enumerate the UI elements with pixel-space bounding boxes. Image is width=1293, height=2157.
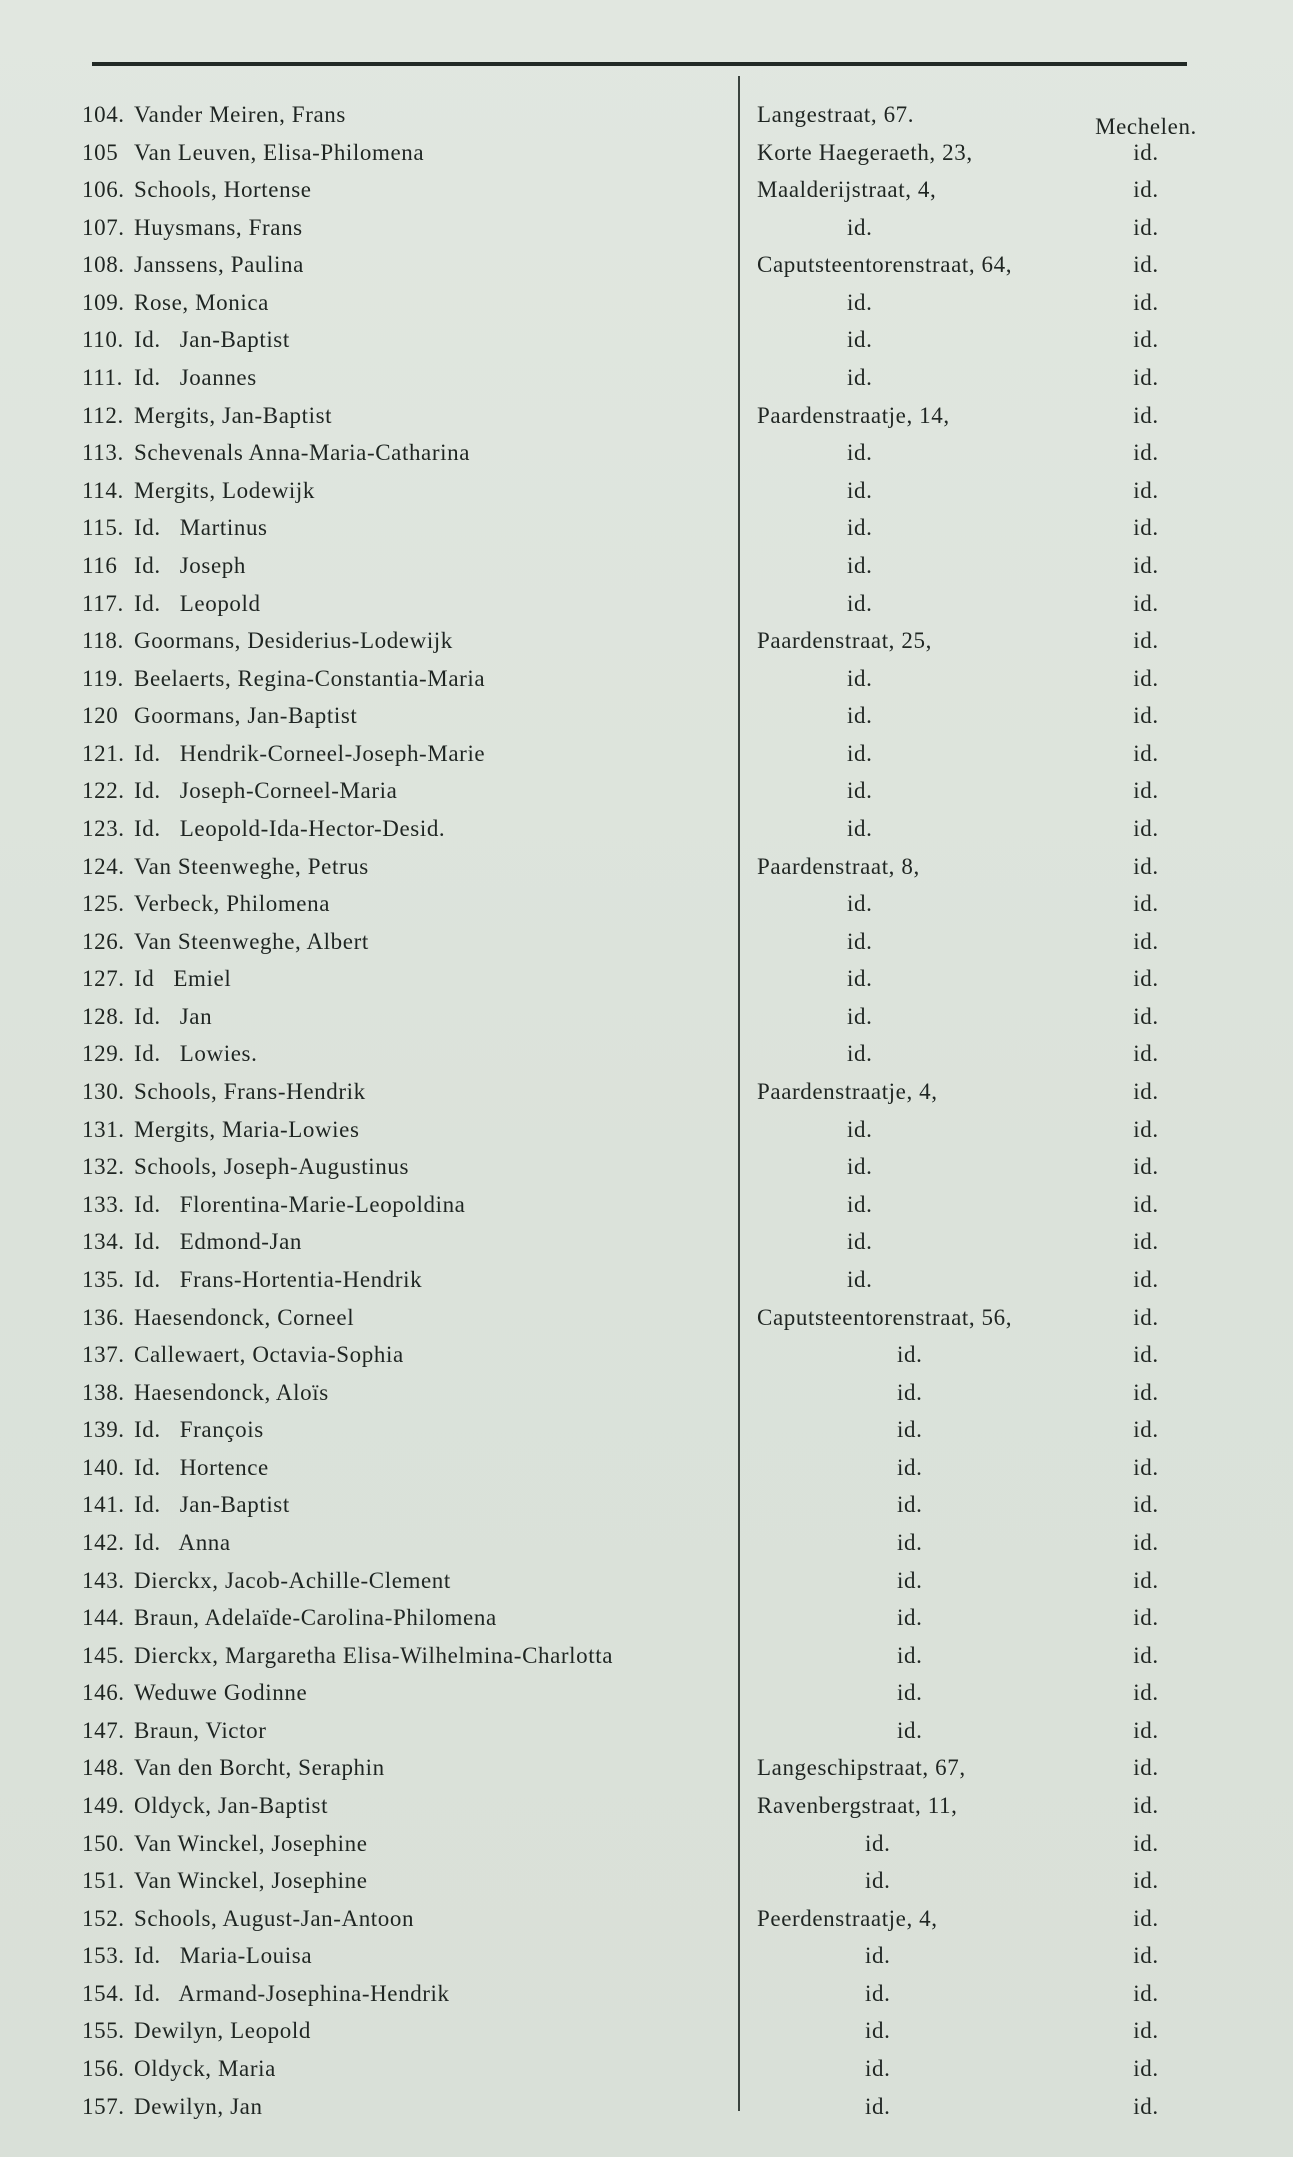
entry-city: id. bbox=[1133, 628, 1159, 654]
register-row bbox=[0, 697, 1293, 735]
entry-number: 131. bbox=[82, 1116, 125, 1142]
entry-street: id. bbox=[865, 1868, 891, 1894]
entry-street: id. bbox=[897, 1567, 923, 1593]
entry-city: id. bbox=[1133, 1529, 1159, 1555]
entry-name: Huysmans, Frans bbox=[134, 214, 303, 240]
register-list bbox=[0, 96, 1293, 2125]
entry-number: 146. bbox=[82, 1680, 125, 1706]
entry-name: Braun, Victor bbox=[134, 1717, 267, 1743]
entry-name: Vander Meiren, Frans bbox=[134, 102, 346, 127]
register-row bbox=[0, 1637, 1293, 1675]
entry-name: Verbeck, Philomena bbox=[134, 891, 331, 917]
entry-street: id. bbox=[847, 1003, 873, 1029]
entry-number: 111. bbox=[82, 365, 123, 391]
entry-city: id. bbox=[1133, 365, 1159, 391]
entry-name: Id. Joannes bbox=[134, 365, 257, 391]
entry-street: id. bbox=[897, 1717, 923, 1743]
entry-name: Goormans, Jan-Baptist bbox=[134, 703, 358, 729]
entry-number: 116 bbox=[82, 552, 118, 578]
entry-number: 137. bbox=[82, 1342, 125, 1368]
entry-number: 126. bbox=[82, 928, 125, 954]
entry-number: 119. bbox=[82, 665, 124, 691]
register-row bbox=[0, 171, 1293, 209]
entry-name: Van Winckel, Josephine bbox=[134, 1830, 368, 1856]
register-row bbox=[0, 434, 1293, 472]
entry-name: Beelaerts, Regina-Constantia-Maria bbox=[134, 665, 486, 691]
register-row bbox=[0, 1186, 1293, 1224]
entry-city: id. bbox=[1133, 1868, 1159, 1894]
entry-street: id. bbox=[847, 1229, 873, 1255]
entry-name: Van Steenweghe, Petrus bbox=[134, 853, 369, 879]
entry-city: id. bbox=[1133, 2093, 1159, 2119]
register-row bbox=[0, 1336, 1293, 1374]
entry-city: id. bbox=[1133, 139, 1159, 165]
entry-city: id. bbox=[1133, 1680, 1159, 1706]
entry-city: id. bbox=[1133, 252, 1159, 278]
entry-city: id. bbox=[1133, 1793, 1159, 1819]
entry-street: id. bbox=[847, 815, 873, 841]
register-row bbox=[0, 134, 1293, 172]
entry-name: Id. Leopold bbox=[134, 590, 261, 616]
entry-number: 151. bbox=[82, 1868, 125, 1894]
entry-city: id. bbox=[1133, 928, 1159, 954]
entry-city: id. bbox=[1133, 891, 1159, 917]
entry-street: id. bbox=[897, 1605, 923, 1631]
register-row bbox=[0, 998, 1293, 1036]
entry-number: 123. bbox=[82, 815, 125, 841]
register-row bbox=[0, 1674, 1293, 1712]
entry-name: Id. Jan-Baptist bbox=[134, 1492, 290, 1518]
register-row bbox=[0, 810, 1293, 848]
entry-name: Id Emiel bbox=[134, 966, 232, 992]
entry-number: 147. bbox=[82, 1717, 125, 1743]
entry-city: id. bbox=[1133, 1905, 1159, 1931]
register-row bbox=[0, 1749, 1293, 1787]
entry-city: id. bbox=[1133, 402, 1159, 428]
register-row bbox=[0, 1900, 1293, 1938]
entry-number: 154. bbox=[82, 1980, 125, 2006]
entry-number: 140. bbox=[82, 1454, 125, 1480]
entry-street: id. bbox=[897, 1492, 923, 1518]
entry-number: 118. bbox=[82, 628, 124, 654]
entry-city: id. bbox=[1133, 1830, 1159, 1856]
entry-name: Id. Hortence bbox=[134, 1454, 269, 1480]
entry-street: id. bbox=[847, 590, 873, 616]
register-row bbox=[0, 321, 1293, 359]
entry-number: 134. bbox=[82, 1229, 125, 1255]
entry-street: Caputsteentorenstraat, 56, bbox=[757, 1304, 1013, 1330]
entry-number: 135. bbox=[82, 1266, 125, 1292]
entry-number: 156. bbox=[82, 2056, 125, 2082]
entry-name: Dierckx, Margaretha Elisa-Wilhelmina-Charlotta bbox=[134, 1642, 614, 1668]
entry-name: Dierckx, Jacob-Achille-Clement bbox=[134, 1567, 451, 1593]
register-row bbox=[0, 1486, 1293, 1524]
entry-city: id. bbox=[1133, 552, 1159, 578]
entry-street: id. bbox=[847, 1116, 873, 1142]
register-row bbox=[0, 1073, 1293, 1111]
register-row bbox=[0, 960, 1293, 998]
entry-street: Peerdenstraatje, 4, bbox=[757, 1905, 938, 1931]
entry-name: Id. Martinus bbox=[134, 515, 268, 541]
entry-city: id. bbox=[1133, 665, 1159, 691]
entry-number: 105 bbox=[82, 139, 119, 165]
entry-city: id. bbox=[1133, 1266, 1159, 1292]
entry-street: id. bbox=[847, 740, 873, 766]
entry-name: Haesendonck, Corneel bbox=[134, 1304, 355, 1330]
entry-number: 107. bbox=[82, 214, 125, 240]
entry-city: id. bbox=[1133, 1567, 1159, 1593]
entry-number: 136. bbox=[82, 1304, 125, 1330]
entry-city: id. bbox=[1133, 1379, 1159, 1405]
register-row bbox=[0, 209, 1293, 247]
register-row bbox=[0, 1524, 1293, 1562]
entry-number: 141. bbox=[82, 1492, 125, 1518]
entry-number: 128. bbox=[82, 1003, 125, 1029]
entry-name: Mergits, Jan-Baptist bbox=[134, 402, 333, 428]
entry-number: 117. bbox=[82, 590, 124, 616]
register-row bbox=[0, 1223, 1293, 1261]
entry-number: 115. bbox=[82, 515, 124, 541]
entry-city: id. bbox=[1133, 1605, 1159, 1631]
entry-name: Id. Frans-Hortentia-Hendrik bbox=[134, 1266, 423, 1292]
entry-name: Id. Leopold-Ida-Hector-Desid. bbox=[134, 815, 446, 841]
entry-city: id. bbox=[1133, 1191, 1159, 1217]
entry-street: id. bbox=[897, 1417, 923, 1443]
entry-street: id. bbox=[865, 1943, 891, 1969]
entry-city: id. bbox=[1133, 327, 1159, 353]
register-row bbox=[0, 1937, 1293, 1975]
entry-name: Schools, August-Jan-Antoon bbox=[134, 1905, 415, 1931]
entry-number: 106. bbox=[82, 177, 125, 203]
register-row bbox=[0, 585, 1293, 623]
entry-name: Id. Jan bbox=[134, 1003, 213, 1029]
entry-name: Id. Hendrik-Corneel-Joseph-Marie bbox=[134, 740, 486, 766]
entry-number: 112. bbox=[82, 402, 124, 428]
entry-city: id. bbox=[1133, 289, 1159, 315]
entry-number: 142. bbox=[82, 1529, 125, 1555]
entry-city: id. bbox=[1133, 214, 1159, 240]
entry-number: 139. bbox=[82, 1417, 125, 1443]
entry-street: id. bbox=[897, 1529, 923, 1555]
entry-street: id. bbox=[847, 515, 873, 541]
entry-street: Paardenstraatje, 4, bbox=[757, 1079, 938, 1105]
entry-city: id. bbox=[1133, 1304, 1159, 1330]
entry-name: Dewilyn, Leopold bbox=[134, 2018, 311, 2044]
entry-number: 120 bbox=[82, 703, 119, 729]
entry-street: id. bbox=[847, 1191, 873, 1217]
entry-name: Dewilyn, Jan bbox=[134, 2093, 263, 2119]
entry-name: Oldyck, Jan-Baptist bbox=[134, 1793, 329, 1819]
entry-street: id. bbox=[847, 289, 873, 315]
register-row bbox=[0, 1148, 1293, 1186]
entry-number: 127. bbox=[82, 966, 125, 992]
entry-number: 110. bbox=[82, 327, 124, 353]
entry-number: 132. bbox=[82, 1154, 125, 1180]
entry-street: id. bbox=[897, 1454, 923, 1480]
entry-city: id. bbox=[1133, 1454, 1159, 1480]
entry-name: Id. Florentina-Marie-Leopoldina bbox=[134, 1191, 466, 1217]
entry-number: 150. bbox=[82, 1830, 125, 1856]
entry-number: 124. bbox=[82, 853, 125, 879]
entry-name: Oldyck, Maria bbox=[134, 2056, 276, 2082]
entry-street: Paardenstraat, 8, bbox=[757, 853, 920, 879]
entry-number: 114. bbox=[82, 477, 124, 503]
entry-street: id. bbox=[865, 2093, 891, 2119]
entry-number: 144. bbox=[82, 1605, 125, 1631]
register-row bbox=[0, 1411, 1293, 1449]
entry-city: id. bbox=[1133, 1003, 1159, 1029]
entry-street: Caputsteentorenstraat, 64, bbox=[757, 252, 1013, 278]
entry-street: Paardenstraatje, 14, bbox=[757, 402, 950, 428]
entry-street: id. bbox=[865, 1980, 891, 2006]
entry-name: Braun, Adelaïde-Carolina-Philomena bbox=[134, 1605, 497, 1631]
entry-name: Mergits, Lodewijk bbox=[134, 477, 315, 503]
entry-street: id. bbox=[897, 1342, 923, 1368]
register-row bbox=[0, 397, 1293, 435]
entry-name: Id. Jan-Baptist bbox=[134, 327, 290, 353]
entry-city: id. bbox=[1133, 590, 1159, 616]
entry-city: id. bbox=[1133, 1755, 1159, 1781]
entry-street: id. bbox=[865, 2018, 891, 2044]
entry-city: id. bbox=[1133, 1116, 1159, 1142]
entry-street: id. bbox=[865, 2056, 891, 2082]
entry-number: 148. bbox=[82, 1755, 125, 1781]
entry-name: Rose, Monica bbox=[134, 289, 269, 315]
entry-city: id. bbox=[1133, 1229, 1159, 1255]
entry-city: id. bbox=[1133, 2018, 1159, 2044]
register-row bbox=[0, 359, 1293, 397]
register-row bbox=[0, 284, 1293, 322]
entry-number: 129. bbox=[82, 1041, 125, 1067]
register-row bbox=[0, 96, 1293, 139]
register-row bbox=[0, 1562, 1293, 1600]
entry-city: id. bbox=[1133, 515, 1159, 541]
entry-city: id. bbox=[1133, 1041, 1159, 1067]
register-row bbox=[0, 1299, 1293, 1337]
entry-name: Van Steenweghe, Albert bbox=[134, 928, 369, 954]
register-row bbox=[0, 622, 1293, 660]
register-row bbox=[0, 660, 1293, 698]
register-row bbox=[0, 547, 1293, 585]
entry-name: Goormans, Desiderius-Lodewijk bbox=[134, 628, 453, 654]
register-row bbox=[0, 246, 1293, 284]
entry-name: Id. Armand-Josephina-Hendrik bbox=[134, 1980, 450, 2006]
entry-name: Mergits, Maria-Lowies bbox=[134, 1116, 360, 1142]
entry-city: id. bbox=[1133, 778, 1159, 804]
entry-street: id. bbox=[847, 477, 873, 503]
entry-name: Weduwe Godinne bbox=[134, 1680, 308, 1706]
entry-name: Schools, Joseph-Augustinus bbox=[134, 1154, 410, 1180]
entry-street: id. bbox=[847, 966, 873, 992]
register-row bbox=[0, 1975, 1293, 2013]
entry-number: 121. bbox=[82, 740, 125, 766]
entry-city: id. bbox=[1133, 177, 1159, 203]
entry-city: id. bbox=[1133, 2056, 1159, 2082]
entry-street: id. bbox=[847, 214, 873, 240]
register-row bbox=[0, 1261, 1293, 1299]
register-row bbox=[0, 1449, 1293, 1487]
entry-street: id. bbox=[847, 365, 873, 391]
entry-street: id. bbox=[847, 665, 873, 691]
entry-city: id. bbox=[1133, 853, 1159, 879]
entry-street: Langeschipstraat, 67, bbox=[757, 1755, 966, 1781]
register-row bbox=[0, 1712, 1293, 1750]
entry-street: id. bbox=[847, 1266, 873, 1292]
register-row bbox=[0, 2050, 1293, 2088]
entry-street: id. bbox=[847, 327, 873, 353]
entry-street: id. bbox=[865, 1830, 891, 1856]
top-rule bbox=[92, 62, 1187, 66]
entry-street: id. bbox=[847, 703, 873, 729]
entry-number: 152. bbox=[82, 1905, 125, 1931]
register-row bbox=[0, 848, 1293, 886]
entry-city: id. bbox=[1133, 1492, 1159, 1518]
entry-city: id. bbox=[1133, 966, 1159, 992]
entry-street: id. bbox=[847, 1154, 873, 1180]
entry-number: 125. bbox=[82, 891, 125, 917]
register-row bbox=[0, 509, 1293, 547]
entry-number: 143. bbox=[82, 1567, 125, 1593]
entry-number: 157. bbox=[82, 2093, 125, 2119]
entry-number: 145. bbox=[82, 1642, 125, 1668]
entry-street: id. bbox=[847, 1041, 873, 1067]
entry-name: Schevenals Anna-Maria-Catharina bbox=[134, 440, 471, 466]
entry-number: 130. bbox=[82, 1079, 125, 1105]
register-row bbox=[0, 1825, 1293, 1863]
entry-name: Id. Joseph bbox=[134, 552, 246, 578]
entry-name: Id. Anna bbox=[134, 1529, 231, 1555]
entry-city: id. bbox=[1133, 815, 1159, 841]
entry-name: Haesendonck, Aloïs bbox=[134, 1379, 329, 1405]
entry-city: id. bbox=[1133, 703, 1159, 729]
entry-name: Id. Maria-Louisa bbox=[134, 1943, 313, 1969]
entry-number: 104. bbox=[82, 102, 125, 127]
entry-street: Ravenbergstraat, 11, bbox=[757, 1793, 958, 1819]
register-row bbox=[0, 2088, 1293, 2126]
register-row bbox=[0, 1787, 1293, 1825]
entry-city: Mechelen. bbox=[1095, 114, 1197, 139]
entry-city: id. bbox=[1133, 1642, 1159, 1668]
entry-number: 138. bbox=[82, 1379, 125, 1405]
entry-city: id. bbox=[1133, 1342, 1159, 1368]
entry-city: id. bbox=[1133, 1943, 1159, 1969]
entry-street: id. bbox=[847, 552, 873, 578]
entry-street: id. bbox=[847, 440, 873, 466]
entry-city: id. bbox=[1133, 440, 1159, 466]
register-row bbox=[0, 472, 1293, 510]
entry-street: id. bbox=[897, 1642, 923, 1668]
register-row bbox=[0, 1035, 1293, 1073]
entry-name: Janssens, Paulina bbox=[134, 252, 304, 278]
register-row bbox=[0, 1862, 1293, 1900]
entry-street: Korte Haegeraeth, 23, bbox=[757, 139, 973, 165]
entry-street: id. bbox=[897, 1680, 923, 1706]
entry-number: 153. bbox=[82, 1943, 125, 1969]
entry-name: Id. Edmond-Jan bbox=[134, 1229, 303, 1255]
entry-name: Id. François bbox=[134, 1417, 264, 1443]
entry-name: Id. Joseph-Corneel-Maria bbox=[134, 778, 398, 804]
entry-city: id. bbox=[1133, 1417, 1159, 1443]
entry-street: Langestraat, 67. bbox=[757, 102, 915, 127]
entry-street: id. bbox=[897, 1379, 923, 1405]
register-row bbox=[0, 1111, 1293, 1149]
entry-number: 155. bbox=[82, 2018, 125, 2044]
register-row bbox=[0, 923, 1293, 961]
entry-city: id. bbox=[1133, 1154, 1159, 1180]
entry-number: 149. bbox=[82, 1793, 125, 1819]
register-row bbox=[0, 772, 1293, 810]
entry-city: id. bbox=[1133, 1717, 1159, 1743]
entry-number: 133. bbox=[82, 1191, 125, 1217]
register-row bbox=[0, 1374, 1293, 1412]
register-row bbox=[0, 735, 1293, 773]
entry-name: Van Winckel, Josephine bbox=[134, 1868, 368, 1894]
entry-city: id. bbox=[1133, 1079, 1159, 1105]
entry-number: 108. bbox=[82, 252, 125, 278]
register-row bbox=[0, 1599, 1293, 1637]
register-row bbox=[0, 2012, 1293, 2050]
entry-street: id. bbox=[847, 778, 873, 804]
entry-number: 109. bbox=[82, 289, 125, 315]
entry-name: Schools, Frans-Hendrik bbox=[134, 1079, 366, 1105]
entry-name: Callewaert, Octavia-Sophia bbox=[134, 1342, 404, 1368]
entry-number: 113. bbox=[82, 440, 124, 466]
entry-street: id. bbox=[847, 891, 873, 917]
entry-city: id. bbox=[1133, 477, 1159, 503]
entry-city: id. bbox=[1133, 740, 1159, 766]
entry-number: 122. bbox=[82, 778, 125, 804]
entry-street: Maalderijstraat, 4, bbox=[757, 177, 937, 203]
entry-city: id. bbox=[1133, 1980, 1159, 2006]
entry-name: Van den Borcht, Seraphin bbox=[134, 1755, 385, 1781]
entry-name: Schools, Hortense bbox=[134, 177, 312, 203]
entry-street: id. bbox=[847, 928, 873, 954]
entry-name: Id. Lowies. bbox=[134, 1041, 258, 1067]
entry-name: Van Leuven, Elisa-Philomena bbox=[134, 139, 425, 165]
register-row bbox=[0, 885, 1293, 923]
entry-street: Paardenstraat, 25, bbox=[757, 628, 932, 654]
